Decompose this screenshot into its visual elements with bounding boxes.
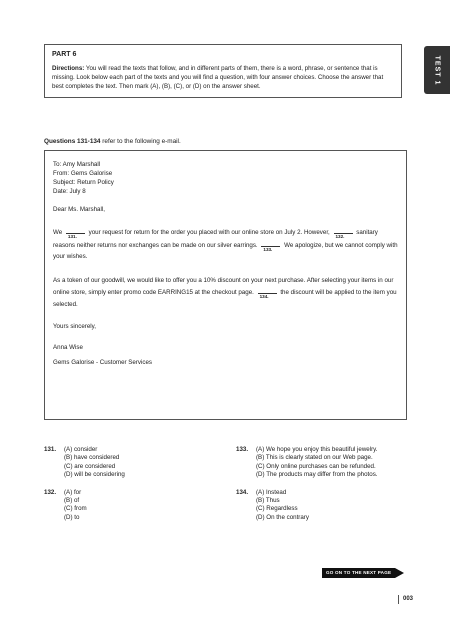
test-side-tab-label: TEST 1 (433, 55, 441, 85)
email-sign-title: Gems Galorise - Customer Services (53, 359, 153, 366)
option-b[interactable]: (B) have considered (64, 454, 120, 462)
test-side-tab (424, 46, 450, 94)
next-page-label: GO ON TO THE NEXT PAGE (322, 568, 395, 578)
email-date: Date: July 8 (53, 188, 86, 195)
email-paragraph-1 (53, 226, 398, 263)
blank-number: 134. (259, 294, 269, 299)
question-number: 133. (236, 446, 249, 453)
email-sign-name: Anna Wise (53, 344, 83, 351)
p2-text-a: As a token of our goodwill, we would like to offer you a 10% discount on your next purchase. After selecting your items in our online store, simply enter promo code EARRING15 at the checkout page. (53, 276, 394, 296)
email-subject: Subject: Return Policy (53, 179, 114, 186)
option-a[interactable]: (A) We hope you enjoy this beautiful jewelry. (256, 446, 378, 453)
arrow-right-icon (395, 568, 404, 578)
option-a[interactable]: (A) for (64, 488, 82, 496)
blank-number: 131. (67, 234, 77, 239)
email-paragraph-2 (53, 275, 398, 311)
option-a[interactable]: (A) Instead (256, 488, 287, 496)
p1-text-d: sanitary reasons neither returns nor exchanges can be made on our silver earrings. (53, 229, 378, 249)
option-a[interactable]: (A) consider (64, 446, 98, 453)
answer-blank-131 (66, 226, 85, 239)
email-box (44, 150, 407, 420)
p1-text-a: We (53, 229, 63, 236)
p1-text-b: your request for return for the order you placed with our online store on July 2. (88, 229, 303, 236)
question-133 (236, 446, 406, 480)
option-c[interactable]: (C) Regardless (256, 505, 298, 513)
questions-header-text: refer to the following e-mail. (100, 138, 181, 145)
question-number: 132. (44, 488, 57, 496)
next-page-indicator (322, 568, 404, 578)
option-d[interactable]: (D) to (64, 513, 80, 521)
option-d[interactable]: (D) On the contrary (256, 513, 309, 521)
directions-body: You will read the texts that follow, and in different parts of them, there is a word, phrase, or sentence that is missing. Look below each part of the texts and you will find a question, with four answer choices. Choose the answer that best completes the text. Then mark (A), (B), (C), or (D) on the answer sheet. (52, 65, 384, 90)
question-number: 131. (44, 446, 57, 453)
option-b[interactable]: (B) This is clearly stated on our Web page. (256, 454, 373, 462)
questions-header (44, 138, 181, 145)
p1-text-c: However, (303, 229, 330, 236)
option-c[interactable]: (C) from (64, 505, 87, 513)
answer-blank-133 (261, 239, 280, 252)
directions-label: Directions: (52, 65, 85, 72)
email-to: To: Amy Marshall (53, 161, 101, 168)
questions-range: Questions 131-134 (44, 138, 101, 145)
answer-blank-132 (334, 226, 353, 239)
p2-text-b: the discount will be applied to the item you selected. (53, 289, 397, 308)
option-c[interactable]: (C) are considered (64, 462, 116, 470)
part-title: PART 6 (52, 51, 77, 58)
page-number: 003 (398, 595, 413, 604)
question-131 (44, 446, 214, 480)
email-closing: Yours sincerely, (53, 323, 96, 330)
email-from: From: Gems Galorise (53, 170, 113, 177)
email-salutation: Dear Ms. Marshall, (53, 206, 105, 213)
p1-text-e: We apologize, but we cannot comply with your wishes. (53, 241, 398, 260)
directions-text (52, 64, 395, 91)
directions-box (44, 44, 402, 98)
option-d[interactable]: (D) will be considering (64, 471, 125, 479)
questions-left-column (44, 446, 214, 531)
question-number: 134. (236, 488, 249, 496)
blank-number: 132. (335, 234, 345, 239)
blank-number: 133. (263, 246, 273, 252)
option-b[interactable]: (B) Thus (256, 497, 280, 505)
question-134 (236, 489, 406, 523)
answer-blank-134 (258, 286, 277, 299)
questions-right-column (236, 446, 406, 531)
option-d[interactable]: (D) The products may differ from the photos. (256, 471, 378, 479)
option-b[interactable]: (B) of (64, 497, 80, 505)
question-132 (44, 489, 214, 523)
option-c[interactable]: (C) Only online purchases can be refunded. (256, 462, 376, 470)
